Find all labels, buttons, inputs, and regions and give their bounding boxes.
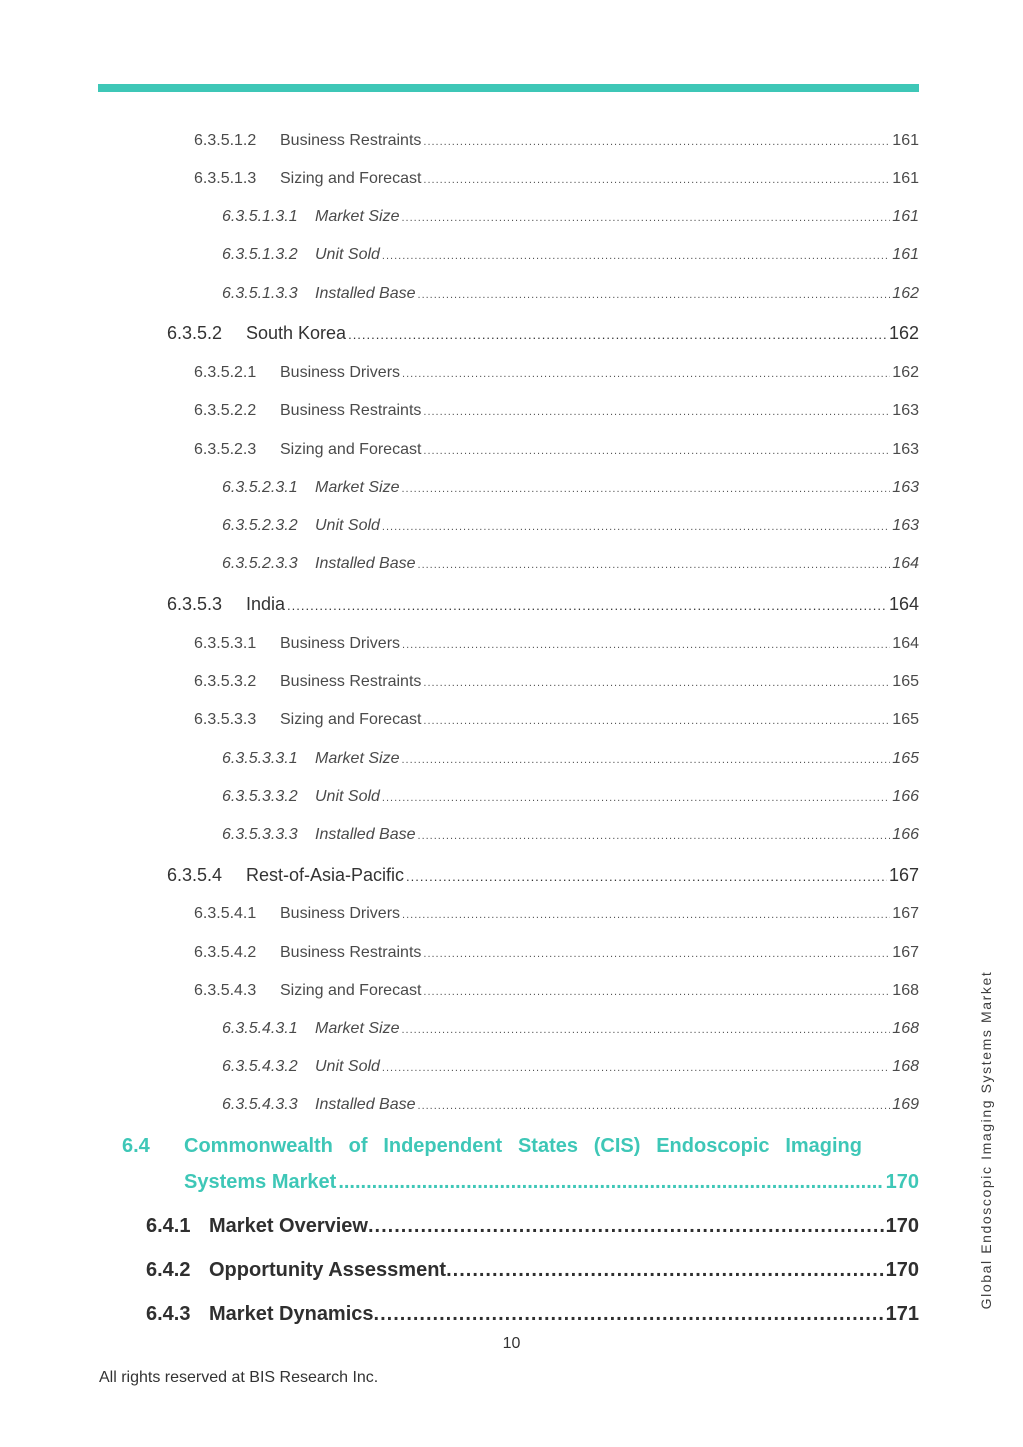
page-number: 10 <box>502 1335 521 1352</box>
toc-entry[interactable] <box>222 750 919 770</box>
toc-entry-page: 171 <box>885 1303 919 1325</box>
toc-entry-number: 6.3.5.4.3.1 <box>222 1020 298 1037</box>
toc-entry-page: 163 <box>892 441 919 458</box>
toc-entry-title: Unit Sold <box>315 788 380 805</box>
toc-section-number: 6.4 <box>122 1135 150 1157</box>
toc-entry[interactable] <box>222 1096 919 1116</box>
toc-entry-title: Sizing and Forecast <box>280 441 422 458</box>
dot-leader <box>418 559 891 571</box>
dot-leader <box>423 174 890 186</box>
toc-subsection[interactable] <box>146 1259 919 1283</box>
toc-entry-title: Unit Sold <box>315 1058 380 1075</box>
toc-entry-page: 164 <box>892 635 919 652</box>
toc-entry-page: 170 <box>885 1215 919 1237</box>
toc-entry[interactable] <box>222 788 919 808</box>
toc-section-page: 170 <box>885 1171 919 1193</box>
dot-leader <box>423 677 890 689</box>
toc-entry-page: 163 <box>892 402 919 419</box>
footer-copyright: All rights reserved at BIS Research Inc. <box>99 1369 379 1386</box>
toc-entry-number: 6.3.5.3.2 <box>194 673 257 690</box>
dot-leader <box>418 289 891 301</box>
toc-entry-number: 6.3.5.3 <box>167 594 223 614</box>
toc-entry-page: 162 <box>892 364 919 381</box>
toc-entry-page: 168 <box>892 1020 919 1037</box>
dot-leader <box>423 715 890 727</box>
toc-entry[interactable] <box>194 905 919 925</box>
toc-entry-title: Unit Sold <box>315 517 380 534</box>
toc-entry-title: Business Restraints <box>280 673 422 690</box>
toc-entry-title: Market Size <box>315 750 400 767</box>
toc-entry-number: 6.3.5.1.2 <box>194 132 257 149</box>
dot-leader <box>446 1259 886 1282</box>
toc-entry[interactable] <box>194 132 919 152</box>
toc-entry-title: Business Drivers <box>280 364 401 381</box>
toc-entry-page: 163 <box>892 479 919 496</box>
toc-entry-page: 168 <box>892 1058 919 1075</box>
toc-entry[interactable] <box>222 246 919 266</box>
toc-entry[interactable] <box>194 711 919 731</box>
toc-entry[interactable] <box>194 441 919 461</box>
toc-entry-page: 162 <box>888 323 919 343</box>
toc-entry-page: 161 <box>892 246 919 263</box>
toc-entry-page: 166 <box>892 788 919 805</box>
toc-entry-page: 166 <box>892 826 919 843</box>
dot-leader <box>374 1303 886 1326</box>
toc-entry[interactable] <box>222 285 919 305</box>
toc-entry-number: 6.3.5.2.2 <box>194 402 257 419</box>
toc-entry-title: Installed Base <box>315 1096 416 1113</box>
dot-leader <box>406 869 887 884</box>
dot-leader <box>338 1171 883 1194</box>
toc-entry-page: 165 <box>892 750 919 767</box>
dot-leader <box>418 1100 891 1112</box>
toc-entry-title: Market Overview <box>209 1215 368 1237</box>
toc-entry-page: 169 <box>892 1096 919 1113</box>
toc-entry-number: 6.3.5.1.3 <box>194 170 257 187</box>
toc-entry-number: 6.3.5.3.3.1 <box>222 750 298 767</box>
toc-entry-title: Business Drivers <box>280 635 401 652</box>
dot-leader <box>423 948 890 960</box>
dot-leader <box>418 830 891 842</box>
dot-leader <box>423 406 890 418</box>
toc-entry-page: 164 <box>888 594 919 614</box>
toc-entry-number: 6.3.5.4.3.2 <box>222 1058 298 1075</box>
toc-entry-number: 6.3.5.3.1 <box>194 635 257 652</box>
toc-entry-number: 6.3.5.1.3.1 <box>222 208 298 225</box>
toc-entry-title: Market Dynamics <box>209 1303 374 1325</box>
toc-entry-number: 6.3.5.2.3.3 <box>222 555 298 572</box>
toc-subsection[interactable] <box>146 1215 919 1239</box>
toc-entry[interactable] <box>222 826 919 846</box>
toc-entry-number: 6.3.5.2.3.1 <box>222 479 298 496</box>
toc-entry[interactable] <box>222 555 919 575</box>
toc-entry-title: Market Size <box>315 208 400 225</box>
toc-entry-title: Installed Base <box>315 285 416 302</box>
toc-entry-page: 165 <box>892 673 919 690</box>
toc-entry-page: 161 <box>892 208 919 225</box>
toc-entry-page: 170 <box>885 1259 919 1281</box>
toc-entry[interactable] <box>194 982 919 1002</box>
toc-entry[interactable] <box>194 364 919 384</box>
toc-entry-title: Rest-of-Asia-Pacific <box>246 865 405 885</box>
toc-entry[interactable] <box>222 479 919 499</box>
toc-entry-number: 6.3.5.4.1 <box>194 905 257 922</box>
dot-leader <box>382 250 890 262</box>
toc-entry-number: 6.3.5.3.3.3 <box>222 826 298 843</box>
toc-entry-number: 6.3.5.4.3.3 <box>222 1096 298 1113</box>
toc-entry-number: 6.3.5.4.2 <box>194 944 257 961</box>
toc-entry-title: South Korea <box>246 323 347 343</box>
side-caption-text: Global Endoscopic Imaging Systems Market <box>978 970 994 1310</box>
toc-entry[interactable] <box>167 323 919 345</box>
toc-entry-title: Business Restraints <box>280 402 422 419</box>
toc-entry-title: Market Size <box>315 1020 400 1037</box>
toc-entry[interactable] <box>222 1020 919 1040</box>
toc-entry-title: Business Drivers <box>280 905 401 922</box>
toc-entry-title: India <box>246 594 286 614</box>
dot-leader <box>402 639 890 651</box>
toc-entry-page: 161 <box>892 170 919 187</box>
toc-entry-title: Business Restraints <box>280 944 422 961</box>
toc-entry-number: 6.3.5.3.3.2 <box>222 788 298 805</box>
toc-entry-page: 167 <box>888 865 919 885</box>
toc-entry-number: 6.3.5.2.3.2 <box>222 517 298 534</box>
toc-entry-number: 6.4.2 <box>146 1259 191 1281</box>
toc-entry[interactable] <box>167 865 919 887</box>
toc-entry[interactable] <box>222 208 919 228</box>
dot-leader <box>382 1062 890 1074</box>
toc-entry[interactable] <box>194 944 919 964</box>
toc-subsection[interactable] <box>146 1303 919 1327</box>
toc-entry[interactable] <box>167 594 919 616</box>
toc-entry-page: 165 <box>892 711 919 728</box>
toc-entry-page: 167 <box>892 905 919 922</box>
toc-entry-number: 6.3.5.2 <box>167 323 223 343</box>
toc-entry-page: 163 <box>892 517 919 534</box>
toc-entry-title: Installed Base <box>315 555 416 572</box>
toc-entry[interactable] <box>194 673 919 693</box>
toc-section-heading-continuation[interactable] <box>184 1171 919 1194</box>
dot-leader <box>423 136 890 148</box>
toc-entry-page: 164 <box>892 555 919 572</box>
toc-entry-title: Opportunity Assessment <box>209 1259 447 1281</box>
dot-leader <box>382 792 890 804</box>
toc-entry-number: 6.3.5.3.3 <box>194 711 257 728</box>
toc-entry-title: Installed Base <box>315 826 416 843</box>
toc-entry[interactable] <box>222 517 919 537</box>
toc-entry[interactable] <box>194 635 919 655</box>
toc-section-title-line1: Commonwealth of Independent States (CIS) Endoscopic Imaging <box>184 1135 862 1157</box>
toc-entry-number: 6.4.1 <box>146 1215 191 1237</box>
toc-entry-number: 6.3.5.4 <box>167 865 223 885</box>
toc-entry-title: Unit Sold <box>315 246 380 263</box>
toc-section-title-line2: Systems Market <box>184 1171 337 1193</box>
toc-entry-number: 6.3.5.4.3 <box>194 982 257 999</box>
dot-leader <box>401 1024 890 1036</box>
dot-leader <box>368 1215 886 1238</box>
toc-entry-title: Sizing and Forecast <box>280 711 422 728</box>
dot-leader <box>402 909 890 921</box>
toc-entry-title: Sizing and Forecast <box>280 170 422 187</box>
toc-entry-title: Business Restraints <box>280 132 422 149</box>
toc-entry-title: Sizing and Forecast <box>280 982 422 999</box>
dot-leader <box>423 445 890 457</box>
dot-leader <box>401 212 890 224</box>
toc-entry-page: 167 <box>892 944 919 961</box>
header-rule <box>98 84 919 92</box>
dot-leader <box>401 483 890 495</box>
toc-entry-number: 6.3.5.2.3 <box>194 441 257 458</box>
toc-entry-page: 168 <box>892 982 919 999</box>
dot-leader <box>401 754 890 766</box>
dot-leader <box>348 327 887 342</box>
toc-entry-page: 161 <box>892 132 919 149</box>
toc-entry[interactable] <box>194 170 919 190</box>
toc-entry-number: 6.3.5.2.1 <box>194 364 257 381</box>
toc-section-heading[interactable] <box>122 1135 919 1161</box>
toc-entry-title: Market Size <box>315 479 400 496</box>
dot-leader <box>402 368 890 380</box>
toc-entry[interactable] <box>194 402 919 422</box>
toc-entry-number: 6.3.5.1.3.2 <box>222 246 298 263</box>
dot-leader <box>287 598 887 613</box>
toc-entry-page: 162 <box>892 285 919 302</box>
dot-leader <box>382 521 890 533</box>
toc-entry[interactable] <box>222 1058 919 1078</box>
toc-entry-number: 6.3.5.1.3.3 <box>222 285 298 302</box>
dot-leader <box>423 986 890 998</box>
toc-entry-number: 6.4.3 <box>146 1303 191 1325</box>
